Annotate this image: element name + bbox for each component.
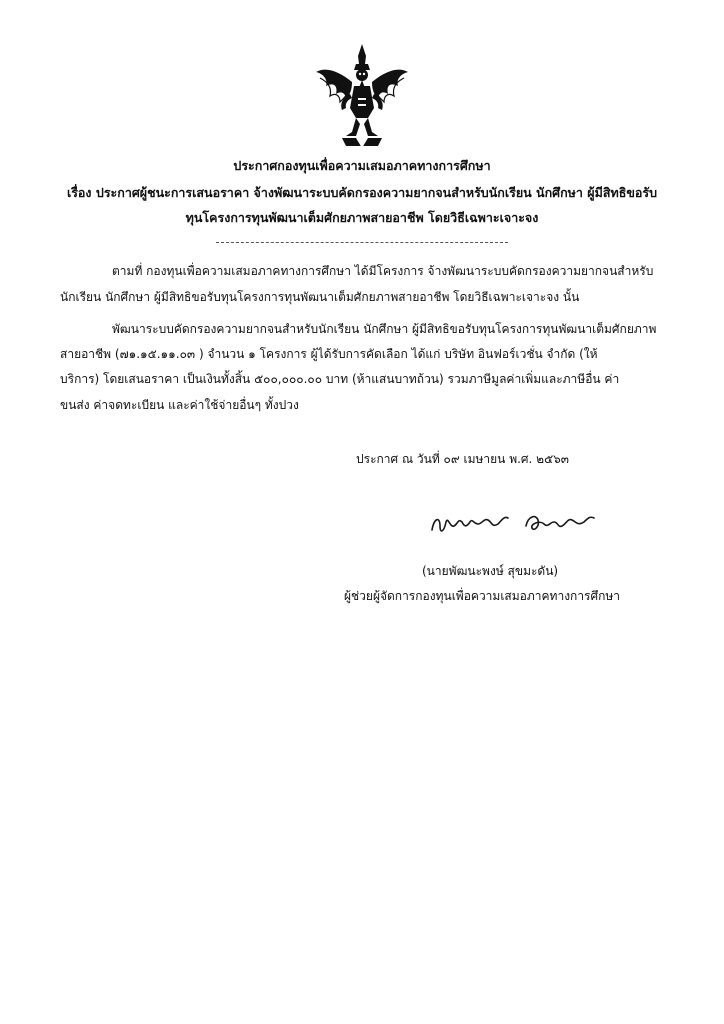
announcement-heading: ประกาศกองทุนเพื่อความเสมอภาคทางการศึกษา [233, 158, 491, 173]
paragraph-2-line-3: บริการ) โดยเสนอราคา เป็นเงินทั้งสิ้น ๕๐๐,๐๐๐.๐๐ บาท (ห้าแสนบาทถ้วน) รวมภาษีมูลค่าเพิ่มและภาษีอื่น ค่า [60, 372, 620, 386]
subject-line-2: ทุนโครงการทุนพัฒนาเต็มศักยภาพสายอาชีพ โดยวิธีเฉพาะเจาะจง [185, 210, 539, 225]
handwritten-signature [428, 508, 598, 540]
paragraph-1-line-1: ตามที่ กองทุนเพื่อความเสมอภาคทางการศึกษา ได้มีโครงการ จ้างพัฒนาระบบคัดกรองความยากจนสำหรับ [112, 264, 654, 278]
announcement-date: ประกาศ ณ วันที่ ๐๙ เมษายน พ.ศ. ๒๕๖๓ [356, 452, 569, 466]
paragraph-2-line-1: พัฒนาระบบคัดกรองความยากจนสำหรับนักเรียน นักศึกษา ผู้มีสิทธิขอรับทุนโครงการทุนพัฒนาเต็มศักยภาพ [112, 322, 657, 336]
garuda-emblem-icon [312, 42, 412, 150]
dashed-divider [216, 242, 508, 243]
subject-line-1: เรื่อง ประกาศผู้ชนะการเสนอราคา จ้างพัฒนาระบบคัดกรองความยากจนสำหรับนักเรียน นักศึกษา ผู้มีสิทธิขอรับ [66, 185, 658, 200]
paragraph-2-line-2: สายอาชีพ (๗๑.๑๕.๑๑.๐๓ ) จำนวน ๑ โครงการ ผู้ได้รับการคัดเลือก ได้แก่ บริษัท อินฟอร์เวชั่น จำกัด (ให้ [60, 347, 598, 361]
signer-name: (นายพัฒนะพงษ์ สุขมะดัน) [422, 564, 559, 578]
signer-title: ผู้ช่วยผู้จัดการกองทุนเพื่อความเสมอภาคทางการศึกษา [344, 589, 621, 603]
paragraph-1-line-2: นักเรียน นักศึกษา ผู้มีสิทธิขอรับทุนโครงการทุนพัฒนาเต็มศักยภาพสายอาชีพ โดยวิธีเฉพาะเจาะจง นั้น [60, 290, 580, 304]
paragraph-2-line-4: ขนส่ง ค่าจดทะเบียน และค่าใช้จ่ายอื่นๆ ทั้งปวง [60, 398, 299, 412]
